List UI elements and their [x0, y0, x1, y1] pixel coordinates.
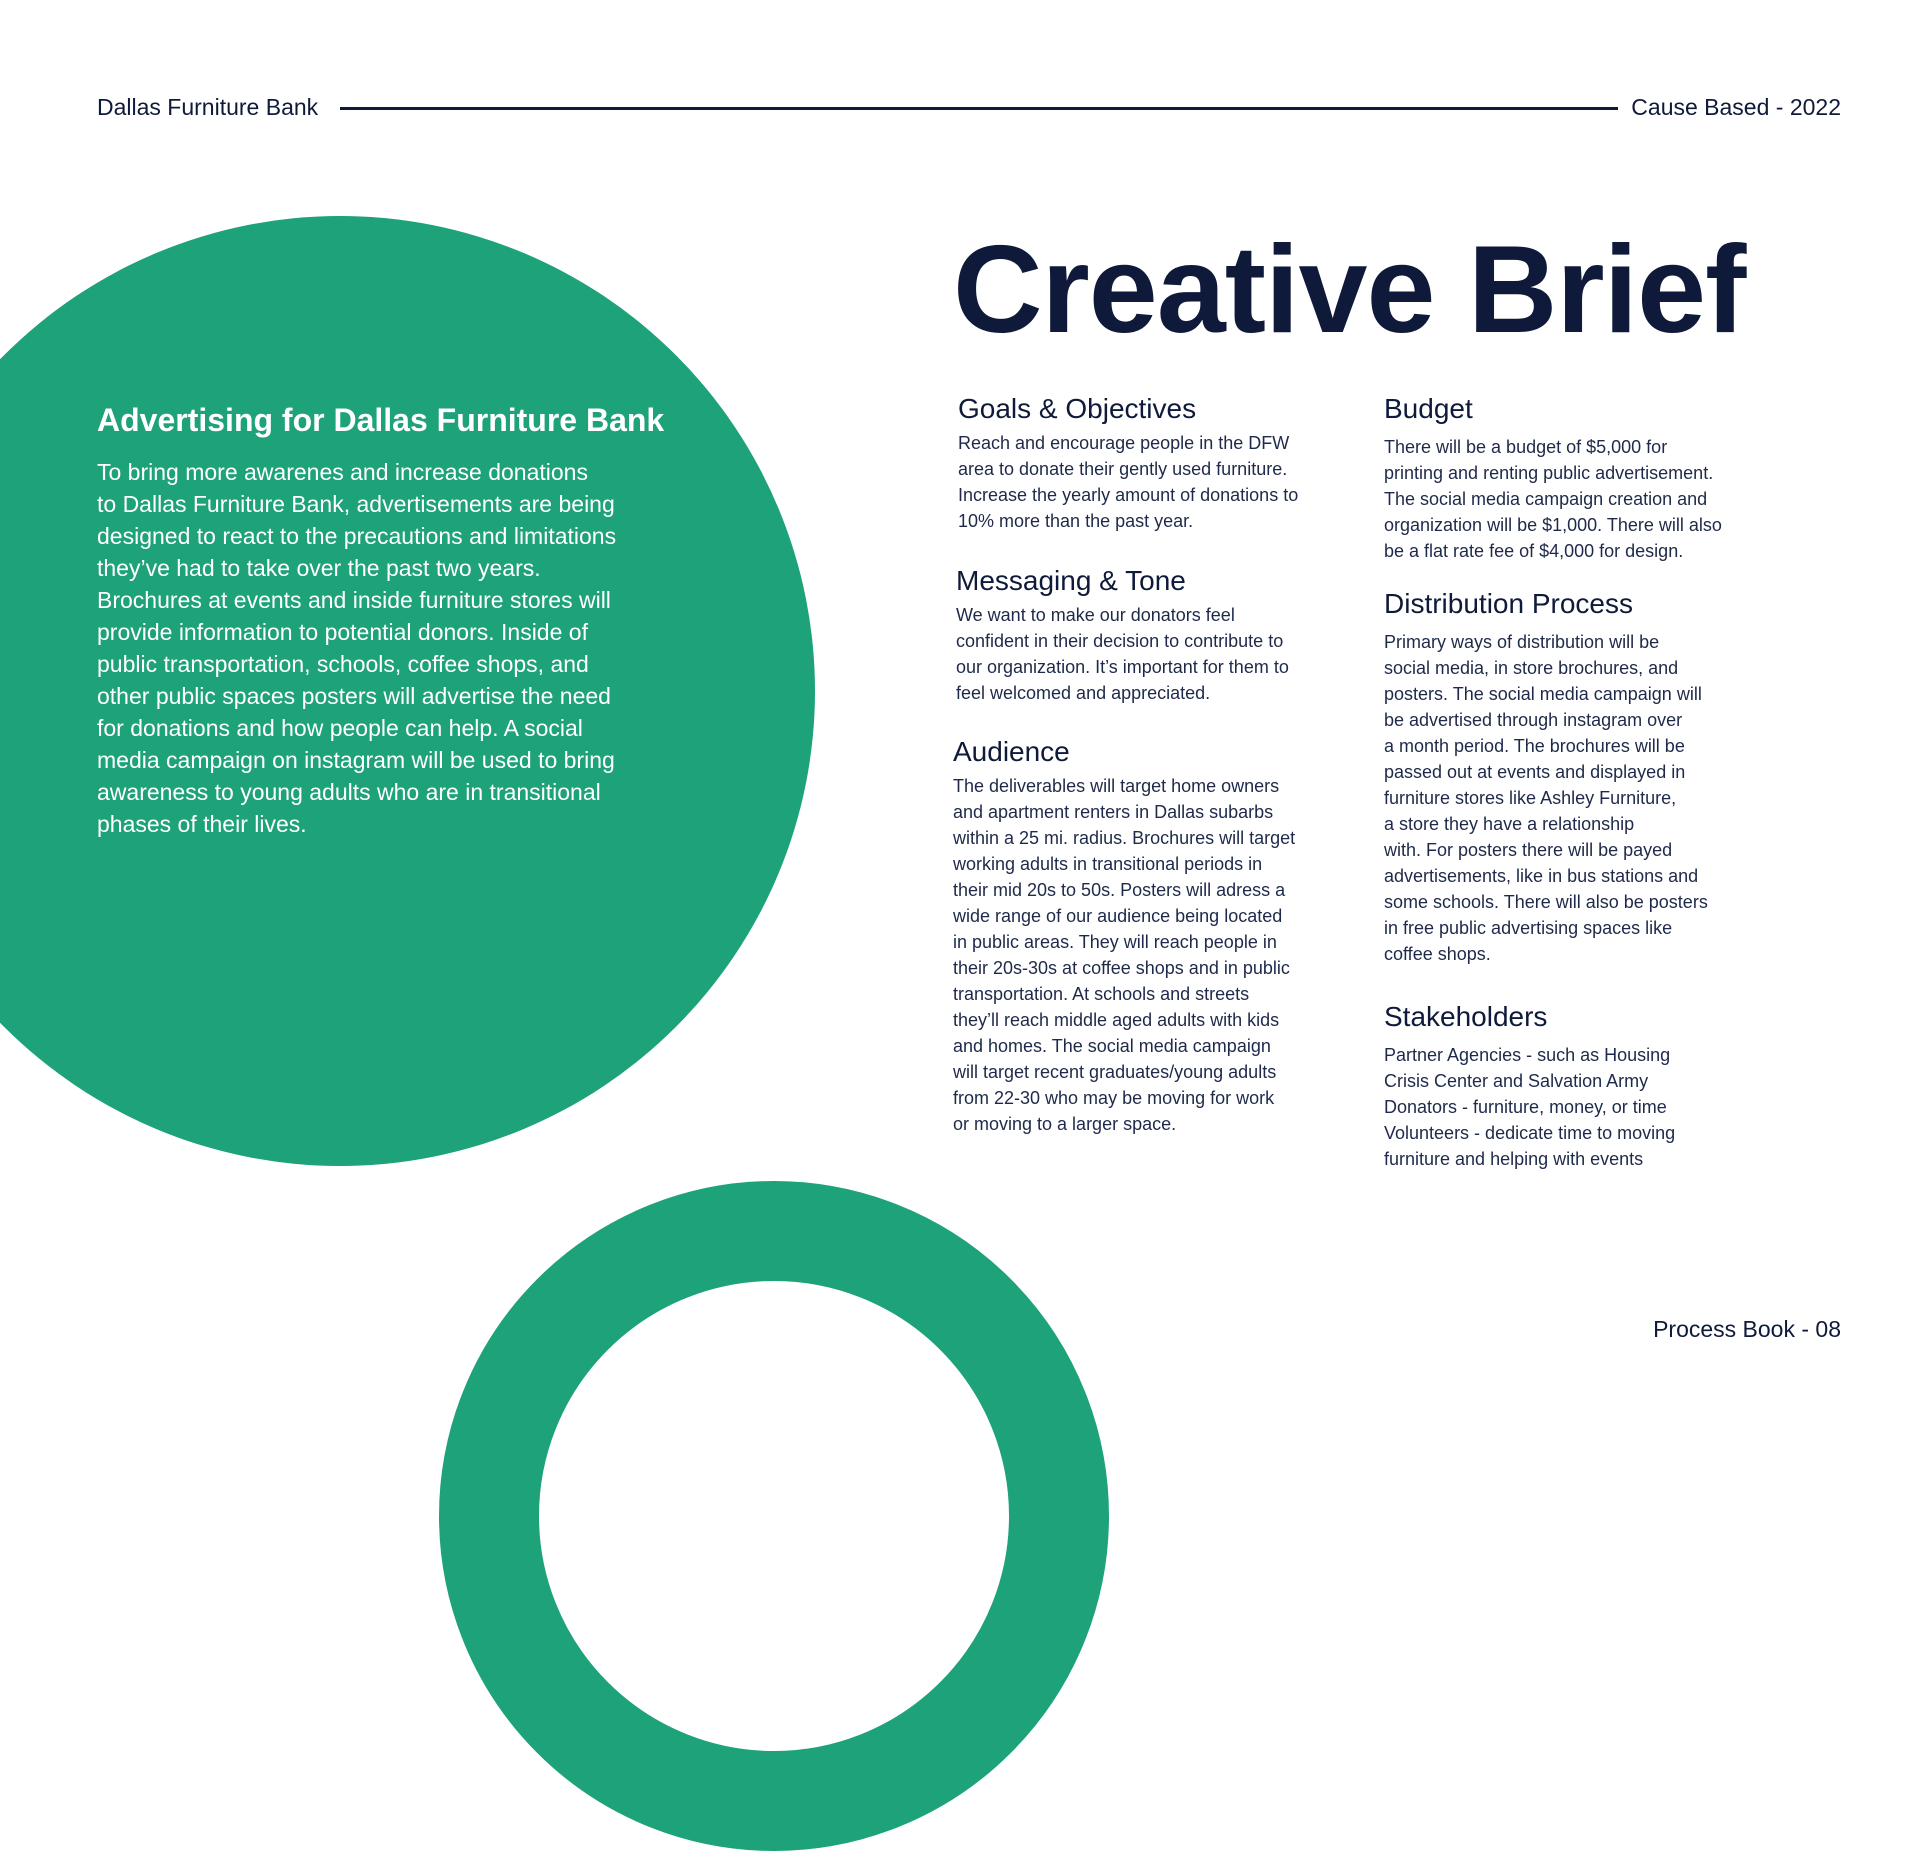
circle-body-line: public transportation, schools, coffee shops, and [97, 651, 589, 677]
budget-line: be a flat rate fee of $4,000 for design. [1384, 541, 1684, 561]
audience-line: wide range of our audience being located [953, 906, 1283, 926]
circle-body-line: Brochures at events and inside furniture stores will [97, 587, 611, 613]
header-organization: Dallas Furniture Bank [97, 94, 319, 120]
circle-body-line: media campaign on instagram will be used to bring [97, 747, 615, 773]
circle-text-block [97, 400, 697, 840]
distribution-line: posters. The social media campaign will [1384, 684, 1702, 704]
distribution-line: coffee shops. [1384, 944, 1491, 964]
distribution-heading: Distribution Process [1384, 588, 1633, 619]
distribution-line: passed out at events and displayed in [1384, 762, 1686, 782]
distribution-line: a month period. The brochures will be [1384, 736, 1685, 756]
messaging-line: We want to make our donators feel [956, 605, 1235, 625]
distribution-line: Primary ways of distribution will be [1384, 632, 1660, 652]
circle-body [97, 456, 697, 840]
distribution-line: some schools. There will also be posters [1384, 892, 1708, 912]
audience-line: within a 25 mi. radius. Brochures will target [953, 828, 1296, 848]
stakeholders-section [1384, 1000, 1784, 1172]
messaging-line: confident in their decision to contribute to [956, 631, 1284, 651]
audience-line: and homes. The social media campaign [953, 1036, 1271, 1056]
distribution-line: furniture stores like Ashley Furniture, [1384, 788, 1677, 808]
audience-line: or moving to a larger space. [953, 1114, 1177, 1134]
circle-body-line: To bring more awarenes and increase donations [97, 459, 588, 485]
circle-body-line: other public spaces posters will advertise the need [97, 683, 611, 709]
audience-line: will target recent graduates/young adults [953, 1062, 1277, 1082]
budget-line: printing and renting public advertisement. [1384, 463, 1714, 483]
audience-line: their 20s-30s at coffee shops and in public [953, 958, 1290, 978]
audience-line: their mid 20s to 50s. Posters will adress a [953, 880, 1286, 900]
messaging-body [956, 602, 1346, 706]
audience-line: in public areas. They will reach people in [953, 932, 1277, 952]
audience-section [953, 735, 1343, 1137]
goals-body [958, 430, 1348, 534]
stakeholders-body [1384, 1042, 1784, 1172]
budget-line: The social media campaign creation and [1384, 489, 1708, 509]
audience-line: transportation. At schools and streets [953, 984, 1250, 1004]
audience-body [953, 773, 1343, 1137]
messaging-section [956, 564, 1346, 706]
goals-line: 10% more than the past year. [958, 511, 1194, 531]
stakeholders-line: Donators - furniture, money, or time [1384, 1097, 1667, 1117]
circle-body-line: they’ve had to take over the past two years. [97, 555, 541, 581]
distribution-line: a store they have a relationship [1384, 814, 1635, 834]
audience-line: working adults in transitional periods in [953, 854, 1263, 874]
stakeholders-line: furniture and helping with events [1384, 1149, 1644, 1169]
goals-line: Increase the yearly amount of donations to [958, 485, 1299, 505]
stakeholders-line: Volunteers - dedicate time to moving [1384, 1123, 1676, 1143]
distribution-line: in free public advertising spaces like [1384, 918, 1673, 938]
budget-body [1384, 434, 1784, 564]
budget-heading: Budget [1384, 393, 1473, 424]
page-title: Creative Brief [953, 221, 1746, 359]
budget-section [1384, 392, 1784, 564]
audience-heading: Audience [953, 736, 1070, 767]
circle-body-line: phases of their lives. [97, 811, 307, 837]
messaging-line: our organization. It’s important for them to [956, 657, 1289, 677]
page-footer: Process Book - 08 [1653, 1316, 1841, 1342]
budget-line: organization will be $1,000. There will also [1384, 515, 1722, 535]
audience-line: The deliverables will target home owners [953, 776, 1280, 796]
goals-line: area to donate their gently used furniture. [958, 459, 1288, 479]
stakeholders-line: Partner Agencies - such as Housing [1384, 1045, 1671, 1065]
circle-body-line: designed to react to the precautions and limitations [97, 523, 617, 549]
audience-line: and apartment renters in Dallas subarbs [953, 802, 1274, 822]
header-divider [340, 107, 1618, 110]
goals-section [958, 392, 1348, 534]
stakeholders-line: Crisis Center and Salvation Army [1384, 1071, 1649, 1091]
circle-body-line: for donations and how people can help. A social [97, 715, 583, 741]
circle-body-line: awareness to young adults who are in transitional [97, 779, 601, 805]
distribution-line: social media, in store brochures, and [1384, 658, 1679, 678]
distribution-line: with. For posters there will be payed [1384, 840, 1673, 860]
circle-heading: Advertising for Dallas Furniture Bank [97, 402, 665, 438]
stakeholders-heading: Stakeholders [1384, 1001, 1548, 1032]
budget-line: There will be a budget of $5,000 for [1384, 437, 1668, 457]
distribution-line: advertisements, like in bus stations and [1384, 866, 1699, 886]
distribution-section [1384, 587, 1784, 967]
circle-body-line: to Dallas Furniture Bank, advertisements are being [97, 491, 615, 517]
messaging-heading: Messaging & Tone [956, 565, 1186, 596]
circle-body-line: provide information to potential donors. Inside of [97, 619, 588, 645]
decorative-green-ring [439, 1181, 1109, 1851]
goals-heading: Goals & Objectives [958, 393, 1197, 424]
audience-line: from 22-30 who may be moving for work [953, 1088, 1275, 1108]
distribution-body [1384, 629, 1784, 967]
header-category-year: Cause Based - 2022 [1631, 94, 1841, 120]
distribution-line: be advertised through instagram over [1384, 710, 1683, 730]
messaging-line: feel welcomed and appreciated. [956, 683, 1211, 703]
audience-line: they’ll reach middle aged adults with kids [953, 1010, 1280, 1030]
goals-line: Reach and encourage people in the DFW [958, 433, 1290, 453]
